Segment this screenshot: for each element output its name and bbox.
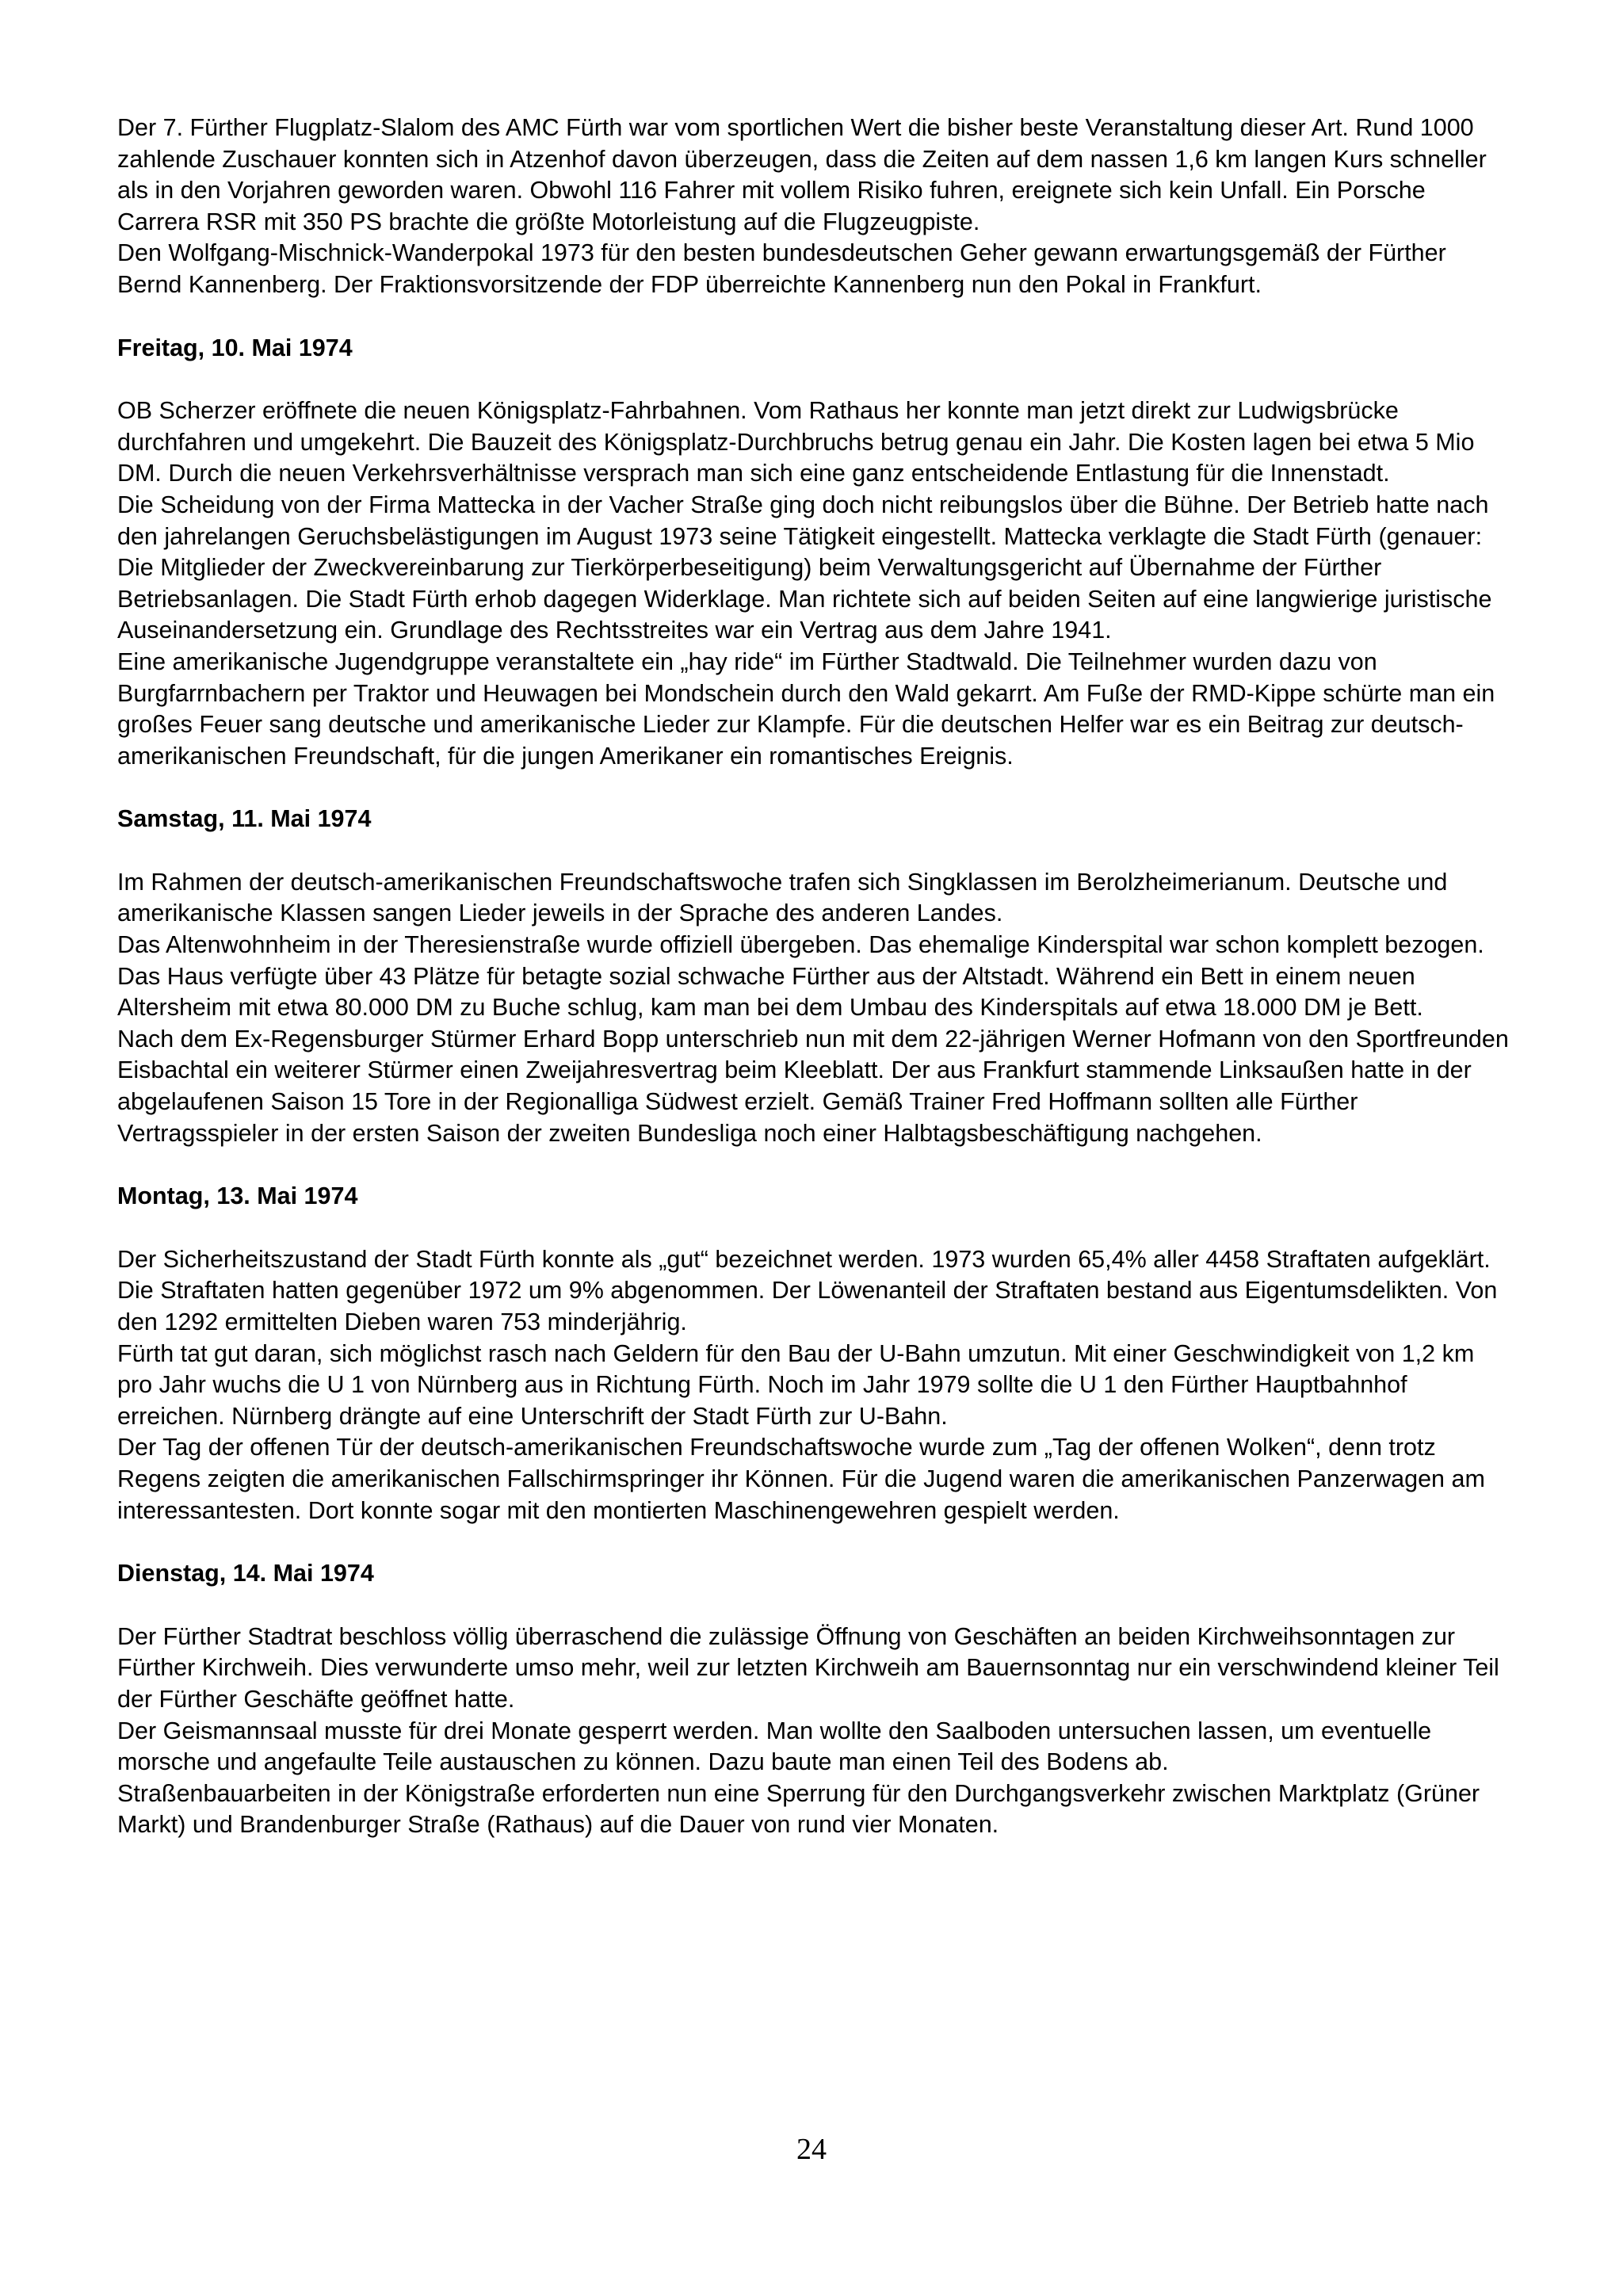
- spacer: [117, 835, 1512, 867]
- spacer: [117, 772, 1512, 804]
- intro-paragraph: Den Wolfgang-Mischnick-Wanderpokal 1973 für den besten bundesdeutschen Geher gewann erwartungsgemäß der Fürther Bernd Kannenberg. Der Fraktionsvorsitzende der FDP überreichte Kannenberg nun den Pokal in Frankfurt.: [117, 239, 1446, 298]
- section-paragraph: OB Scherzer eröffnete die neuen Königsplatz-Fahrbahnen. Vom Rathaus her konnte man jetzt direkt zur Ludwigsbrücke durchfahren und umgekehrt. Die Bauzeit des Königsplatz-Durchbruchs betrug genau ein Jahr. Die Kosten lagen bei etwa 5 Mio DM. Durch die neuen Verkehrsverhältnisse versprach man sich eine ganz entscheidende Entlastung für die Innenstadt.: [117, 397, 1475, 487]
- intro-paragraph: Der 7. Fürther Flugplatz-Slalom des AMC Fürth war vom sportlichen Wert die bisher beste Veranstaltung dieser Art. Rund 1000 zahlende Zuschauer konnten sich in Atzenhof davon überzeugen, dass die Zeiten auf dem nassen 1,6 km langen Kurs schneller als in den Vorjahren geworden waren. Obwohl 116 Fahrer mit vollem Risiko fuhren, ereignete sich kein Unfall. Ein Porsche Carrera RSR mit 350 PS brachte die größte Motorleistung auf die Flugzeugpiste.: [117, 114, 1487, 235]
- section-paragraph: Das Altenwohnheim in der Theresienstraße wurde offiziell übergeben. Das ehemalige Kinderspital war schon komplett bezogen. Das Haus verfügte über 43 Plätze für betagte sozial schwache Fürther aus der Altstadt. Während ein Bett in einem neuen Altersheim mit etwa 80.000 DM zu Buche schlug, kam man bei dem Umbau des Kinderspitals auf etwa 18.000 DM je Bett.: [117, 931, 1484, 1022]
- document-body: [117, 113, 1512, 1841]
- spacer: [117, 364, 1512, 395]
- section-paragraph: Im Rahmen der deutsch-amerikanischen Freundschaftswoche trafen sich Singklassen im Berolzheimerianum. Deutsche und amerikanische Klassen sangen Lieder jeweils in der Sprache des anderen Landes.: [117, 868, 1448, 927]
- section-paragraph: Der Tag der offenen Tür der deutsch-amerikanischen Freundschaftswoche wurde zum „Tag der offenen Wolken“, denn trotz Regens zeigten die amerikanischen Fallschirmspringer ihr Können. Für die Jugend waren die amerikanischen Panzerwagen am interessantesten. Dort konnte sogar mit den montierten Maschinengewehren gespielt werden.: [117, 1434, 1485, 1524]
- spacer: [117, 1590, 1512, 1622]
- spacer: [117, 1213, 1512, 1244]
- section-heading-monday: Montag, 13. Mai 1974: [117, 1182, 358, 1210]
- section-heading-tuesday: Dienstag, 14. Mai 1974: [117, 1560, 374, 1587]
- section-paragraph: Die Scheidung von der Firma Mattecka in der Vacher Straße ging doch nicht reibungslos über die Bühne. Der Betrieb hatte nach den jahrelangen Geruchsbelästigungen im August 1973 seine Tätigkeit eingestellt. Mattecka verklagte die Stadt Fürth (genauer: Die Mitglieder der Zweckvereinbarung zur Tierkörperbeseitigung) beim Verwaltungsgericht auf Übernahme der Fürther Betriebsanlagen. Die Stadt Fürth erhob dagegen Widerklage. Man richtete sich auf beiden Seiten auf eine langwierige juristische Auseinandersetzung ein. Grundlage des Rechtsstreites war ein Vertrag aus dem Jahre 1941.: [117, 491, 1492, 644]
- spacer: [117, 1526, 1512, 1558]
- spacer: [117, 1149, 1512, 1181]
- spacer: [117, 301, 1512, 333]
- section-paragraph: Nach dem Ex-Regensburger Stürmer Erhard Bopp unterschrieb nun mit dem 22-jährigen Werner Hofmann von den Sportfreunden Eisbachtal ein weiterer Stürmer einen Zweijahresvertrag beim Kleeblatt. Der aus Frankfurt stammende Linksaußen hatte in der abgelaufenen Saison 15 Tore in der Regionalliga Südwest erzielt. Gemäß Trainer Fred Hoffmann sollten alle Fürther Vertragsspieler in der ersten Saison der zweiten Bundesliga noch einer Halbtagsbeschäftigung nachgehen.: [117, 1025, 1509, 1147]
- section-paragraph: Der Sicherheitszustand der Stadt Fürth konnte als „gut“ bezeichnet werden. 1973 wurden 65,4% aller 4458 Straftaten aufgeklärt. Die Straftaten hatten gegenüber 1972 um 9% abgenommen. Der Löwenanteil der Straftaten bestand aus Eigentumsdelikten. Von den 1292 ermittelten Dieben waren 753 minderjährig.: [117, 1245, 1498, 1335]
- section-heading-saturday: Samstag, 11. Mai 1974: [117, 805, 372, 833]
- section-paragraph: Der Geismannsaal musste für drei Monate gesperrt werden. Man wollte den Saalboden untersuchen lassen, um eventuelle morsche und angefaulte Teile austauschen zu können. Dazu baute man einen Teil des Bodens ab.: [117, 1717, 1432, 1776]
- section-paragraph: Eine amerikanische Jugendgruppe veranstaltete ein „hay ride“ im Fürther Stadtwald. Die Teilnehmer wurden dazu von Burgfarrnbachern per Traktor und Heuwagen bei Mondschein durch den Wald gekarrt. Am Fuße der RMD-Kippe schürte man ein großes Feuer sang deutsche und amerikanische Lieder zur Klampfe. Für die deutschen Helfer war es ein Beitrag zur deutsch-amerikanischen Freundschaft, für die jungen Amerikaner ein romantisches Ereignis.: [117, 648, 1495, 770]
- page-number: 24: [796, 2133, 827, 2166]
- section-paragraph: Straßenbauarbeiten in der Königstraße erforderten nun eine Sperrung für den Durchgangsverkehr zwischen Marktplatz (Grüner Markt) und Brandenburger Straße (Rathaus) auf die Dauer von rund vier Monaten.: [117, 1779, 1480, 1839]
- section-heading-friday: Freitag, 10. Mai 1974: [117, 334, 353, 361]
- section-paragraph: Der Fürther Stadtrat beschloss völlig überraschend die zulässige Öffnung von Geschäften an beiden Kirchweihsonntagen zur Fürther Kirchweih. Dies verwunderte umso mehr, weil zur letzten Kirchweih am Bauernsonntag nur ein verschwindend kleiner Teil der Fürther Geschäfte geöffnet hatte.: [117, 1622, 1499, 1713]
- section-paragraph: Fürth tat gut daran, sich möglichst rasch nach Geldern für den Bau der U-Bahn umzutun. Mit einer Geschwindigkeit von 1,2 km pro Jahr wuchs die U 1 von Nürnberg aus in Richtung Fürth. Noch im Jahr 1979 sollte die U 1 den Fürther Hauptbahnhof erreichen. Nürnberg drängte auf eine Unterschrift der Stadt Fürth zur U-Bahn.: [117, 1339, 1475, 1430]
